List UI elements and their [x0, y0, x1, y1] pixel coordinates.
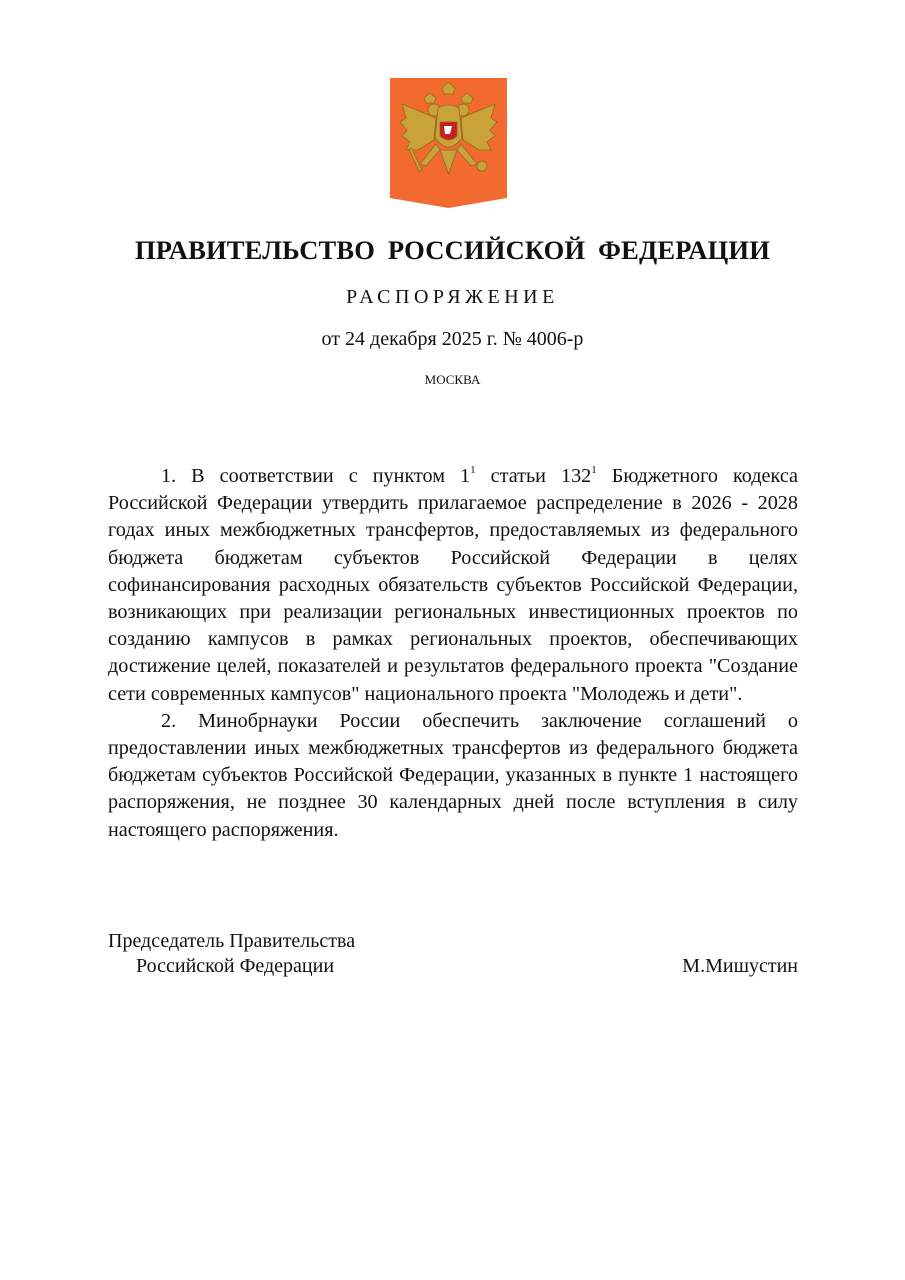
signer-name: М.Мишустин — [682, 955, 798, 977]
coat-of-arms-icon — [390, 78, 507, 208]
document-type: РАСПОРЯЖЕНИЕ — [346, 286, 559, 308]
document-body — [108, 463, 798, 844]
signer-role-line-2: Российской Федерации — [136, 955, 335, 977]
paragraph-1: 1. В соответствии с пунктом $1^1$ статьи $132^1$ Бюджетного кодекса Российской Федерации утвердить прилагаемое распределение в 2026 - 2028 годах иных межбюджетных трансфертов, предоставляемых из федерального бюджета бюджетам субъектов Российской Федерации в целях софинансирования расходных обязательств субъектов Российской Федерации, возникающих при реализации региональных инвестиционных проектов по созданию кампусов в рамках региональных проектов, обеспечивающих достижение целей, показателей и результатов федерального проекта "Создание сети современных кампусов" национального проекта "Молодежь и дети". — [108, 464, 798, 705]
document-city: МОСКВА — [424, 372, 481, 387]
government-title: ПРАВИТЕЛЬСТВО РОССИЙСКОЙ ФЕДЕРАЦИИ — [134, 235, 771, 265]
document-date-number: от 24 декабря 2025 г. № 4006-р — [321, 328, 584, 350]
signer-role-line-1: Председатель Правительства — [108, 930, 356, 952]
paragraph-2: 2. Минобрнауки России обеспечить заключение соглашений о предоставлении иных межбюджетных трансфертов из федерального бюджета бюджетам субъектов Российской Федерации, указанных в пункте 1 настоящего распоряжения, не позднее 30 календарных дней после вступления в силу настоящего распоряжения. — [108, 709, 798, 841]
